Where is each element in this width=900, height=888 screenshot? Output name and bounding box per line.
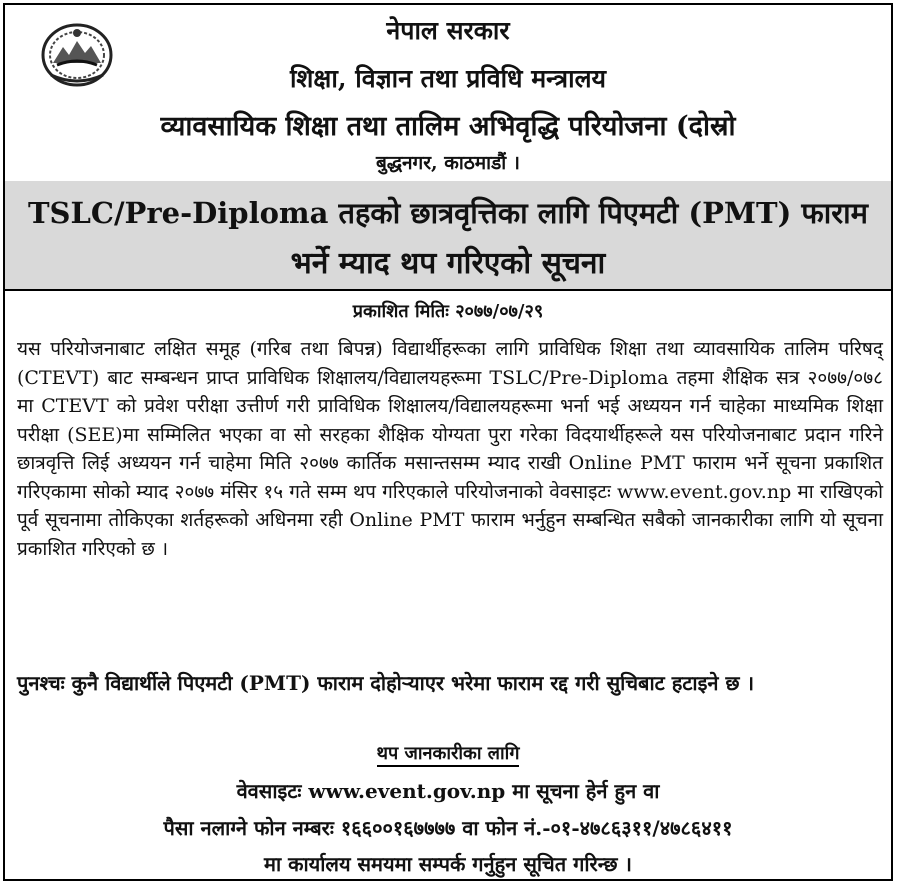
published-date: प्रकाशित मितिः २०७७/०७/२९ xyxy=(352,301,544,322)
ministry-name: शिक्षा, विज्ञान तथा प्रविधि मन्त्रालय xyxy=(289,64,607,93)
contact-closing-line: मा कार्यालय समयमा सम्पर्क गर्नुहुन सूचित गरिन्छ । xyxy=(263,852,633,876)
postscript: पुनश्चः कुनै विद्यार्थीले पिएमटी (PMT) फाराम दोहोऱ्याएर भरेमा फाराम रद्द गरी सुचिबाट हटाइने छ । xyxy=(17,671,755,695)
notice-title-box xyxy=(5,181,891,291)
office-address: बुद्धनगर, काठमाडौं । xyxy=(375,152,520,174)
government-name: नेपाल सरकार xyxy=(386,16,510,45)
contact-heading xyxy=(5,741,891,765)
header xyxy=(5,5,891,183)
contact-website-line: वेवसाइटः www.event.gov.np मा सूचना हेर्न हुन वा xyxy=(236,779,660,803)
contact-heading-text: थप जानकारीका लागि xyxy=(377,743,520,767)
project-name: व्यावसायिक शिक्षा तथा तालिम अभिवृद्धि परियोजना (दोस्रो xyxy=(160,111,736,142)
notice-body: यस परियोजनाबाट लक्षित समूह (गरिब तथा बिपन्न) विद्यार्थीहरूका लागि प्राविधिक शिक्षा तथा व्यावसायिक तालिम परिषद् (CTEVT) बाट सम्बन्धन प्राप्त प्राविधिक शिक्षालय/विद्यालयहरूमा TSLC/Pre-Diploma तहमा शैक्षिक सत्र २०७७/०७८ मा CTEVT को प्रवेश परीक्षा उत्तीर्ण गरी प्राविधिक शिक्षालय/विद्यालयहरूमा भर्ना भई अध्ययन गर्न चाहेका माध्यमिक शिक्षा परीक्षा (SEE)मा सम्मिलित भएका वा सो सरहका शैक्षिक योग्यता पुरा गरेका विदयार्थीहरूले यस परियोजनाबाट प्रदान गरिने छात्रवृत्ति लिई अध्ययन गर्न चाहेमा मिति २०७७ कार्तिक मसान्तसम्म म्याद राखी Online PMT फाराम भर्ने सूचना प्रकाशित गरिएकामा सोको म्याद २०७७ मंसिर १५ गते सम्म थप गरिएकाले परियोजनाको वेवसाइटः www.event.gov.np मा राखिएको पूर्व सूचनामा तोकिएका शर्तहरूको अधिनमा रही Online PMT फाराम भर्नुहुन सम्बन्धित सबैको जानकारीका लागि यो सूचना प्रकाशित गरिएको छ । xyxy=(17,338,883,560)
contact-phone-line: पैसा नलाग्ने फोन नम्बरः १६६००१६७७७७ वा फोन नं.-०१-४७८६३११/४७८६४११ xyxy=(163,816,733,840)
notice-document xyxy=(3,3,893,881)
notice-title-line-1: TSLC/Pre-Diploma तहको छात्रवृत्तिका लागि पिएमटी (PMT) फाराम xyxy=(27,196,869,230)
notice-title-line-2: भर्ने म्याद थप गरिएको सूचना xyxy=(290,246,606,281)
